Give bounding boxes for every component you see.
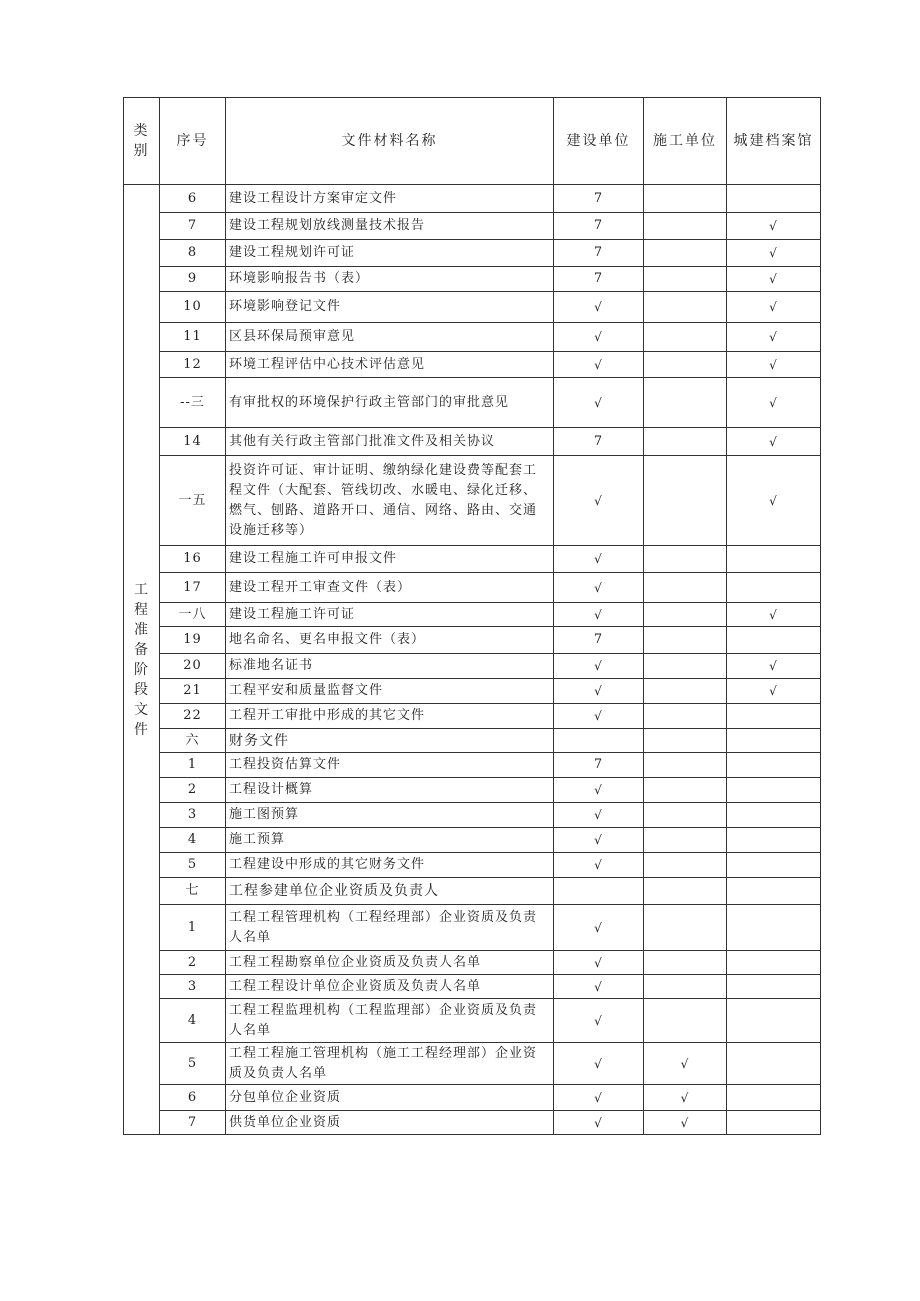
row-seq: 17: [160, 573, 226, 603]
row-seq: 14: [160, 428, 226, 456]
row-construction-unit-mark: √: [554, 292, 644, 323]
table-row: [124, 951, 821, 975]
table-row: [124, 292, 821, 323]
row-seq: 1: [160, 753, 226, 778]
row-archive-mark: √: [727, 378, 821, 428]
row-builder-unit-mark: [644, 213, 727, 240]
row-builder-unit-mark: [644, 704, 727, 729]
row-archive-mark: [727, 1043, 821, 1085]
row-file-name: 施工预算: [226, 828, 554, 853]
row-archive-mark: √: [727, 603, 821, 627]
row-builder-unit-mark: [644, 853, 727, 878]
row-construction-unit-mark: √: [554, 1043, 644, 1085]
row-file-name: 工程设计概算: [226, 778, 554, 803]
row-archive-mark: [727, 753, 821, 778]
table-row: [124, 1085, 821, 1111]
category-cell: [124, 185, 160, 1135]
row-builder-unit-mark: [644, 573, 727, 603]
row-archive-mark: √: [727, 654, 821, 679]
row-builder-unit-mark: [644, 905, 727, 951]
row-file-name: 标准地名证书: [226, 654, 554, 679]
row-file-name: 工程开工审批中形成的其它文件: [226, 704, 554, 729]
table-row: [124, 999, 821, 1043]
row-construction-unit-mark: 7: [554, 428, 644, 456]
row-seq: 6: [160, 185, 226, 213]
row-seq: 4: [160, 999, 226, 1043]
row-seq: 1: [160, 905, 226, 951]
header-category-line-2: 别: [133, 143, 150, 159]
row-builder-unit-mark: [644, 778, 727, 803]
table-row: [124, 546, 821, 573]
row-archive-mark: [727, 975, 821, 999]
row-file-name: 投资许可证、审计证明、缴纳绿化建设费等配套工程文件（大配套、管线切改、水暖电、绿化迁移、燃气、刨路、道路开口、通信、网络、路由、交通设施迁移等）: [226, 456, 554, 546]
table-row: [124, 828, 821, 853]
row-construction-unit-mark: [554, 878, 644, 905]
row-construction-unit-mark: 7: [554, 267, 644, 292]
header-category: [124, 98, 160, 185]
row-builder-unit-mark: [644, 999, 727, 1043]
row-file-name: 环境影响登记文件: [226, 292, 554, 323]
table-row: [124, 627, 821, 654]
row-archive-mark: √: [727, 267, 821, 292]
row-seq: --三: [160, 378, 226, 428]
row-seq: 一八: [160, 603, 226, 627]
row-file-name: 工程工程施工管理机构（施工工程经理部）企业资质及负责人名单: [226, 1043, 554, 1085]
row-seq: 5: [160, 1043, 226, 1085]
row-seq: 3: [160, 803, 226, 828]
row-construction-unit-mark: [554, 729, 644, 753]
table-row: [124, 654, 821, 679]
row-builder-unit-mark: [644, 729, 727, 753]
header-category-line-1: 类: [133, 123, 150, 139]
row-seq: 4: [160, 828, 226, 853]
row-construction-unit-mark: √: [554, 704, 644, 729]
row-construction-unit-mark: √: [554, 1111, 644, 1135]
row-construction-unit-mark: 7: [554, 753, 644, 778]
row-file-name: 工程投资估算文件: [226, 753, 554, 778]
category-label-line: 阶段: [134, 661, 149, 698]
row-construction-unit-mark: √: [554, 975, 644, 999]
row-seq: 16: [160, 546, 226, 573]
row-seq: 七: [160, 878, 226, 905]
row-file-name: 工程平安和质量监督文件: [226, 679, 554, 704]
row-archive-mark: [727, 999, 821, 1043]
row-file-name: 其他有关行政主管部门批准文件及相关协议: [226, 428, 554, 456]
header-name: 文件材料名称: [226, 98, 554, 185]
row-construction-unit-mark: √: [554, 905, 644, 951]
row-construction-unit-mark: √: [554, 352, 644, 378]
row-construction-unit-mark: √: [554, 679, 644, 704]
row-construction-unit-mark: √: [554, 603, 644, 627]
row-builder-unit-mark: [644, 267, 727, 292]
row-builder-unit-mark: [644, 878, 727, 905]
table-row: [124, 378, 821, 428]
row-archive-mark: √: [727, 213, 821, 240]
table-row: [124, 975, 821, 999]
row-file-name: 工程工程监理机构（工程监理部）企业资质及负责人名单: [226, 999, 554, 1043]
row-seq: 11: [160, 323, 226, 352]
header-archive: 城建档案馆: [727, 98, 821, 185]
row-archive-mark: [727, 185, 821, 213]
row-archive-mark: [727, 704, 821, 729]
row-seq: 21: [160, 679, 226, 704]
row-construction-unit-mark: √: [554, 456, 644, 546]
row-seq: 六: [160, 729, 226, 753]
row-construction-unit-mark: √: [554, 803, 644, 828]
row-construction-unit-mark: 7: [554, 213, 644, 240]
row-builder-unit-mark: [644, 240, 727, 267]
row-construction-unit-mark: √: [554, 546, 644, 573]
row-construction-unit-mark: √: [554, 654, 644, 679]
row-archive-mark: [727, 853, 821, 878]
row-seq: 12: [160, 352, 226, 378]
row-builder-unit-mark: [644, 546, 727, 573]
row-archive-mark: [727, 951, 821, 975]
row-file-name: 工程工程设计单位企业资质及负责人名单: [226, 975, 554, 999]
table-row: [124, 185, 821, 213]
row-builder-unit-mark: [644, 603, 727, 627]
row-builder-unit-mark: [644, 378, 727, 428]
row-seq: 22: [160, 704, 226, 729]
row-construction-unit-mark: √: [554, 828, 644, 853]
row-construction-unit-mark: √: [554, 951, 644, 975]
row-file-name: 建设工程施工许可申报文件: [226, 546, 554, 573]
category-label-line: 准备: [134, 621, 149, 658]
row-archive-mark: [727, 828, 821, 853]
row-builder-unit-mark: [644, 975, 727, 999]
header-construction-unit: 建设单位: [554, 98, 644, 185]
row-builder-unit-mark: [644, 679, 727, 704]
row-seq: 7: [160, 213, 226, 240]
row-builder-unit-mark: [644, 654, 727, 679]
category-label-line: 文件: [134, 701, 149, 738]
row-file-name: 地名命名、更名申报文件（表）: [226, 627, 554, 654]
row-builder-unit-mark: [644, 323, 727, 352]
section-title: 工程参建单位企业资质及负责人: [226, 878, 554, 905]
row-seq: 5: [160, 853, 226, 878]
row-seq: 6: [160, 1085, 226, 1111]
row-archive-mark: √: [727, 323, 821, 352]
row-file-name: 环境影响报告书（表）: [226, 267, 554, 292]
row-archive-mark: [727, 878, 821, 905]
row-builder-unit-mark: [644, 456, 727, 546]
row-construction-unit-mark: √: [554, 1085, 644, 1111]
table-row: [124, 352, 821, 378]
row-seq: 9: [160, 267, 226, 292]
row-construction-unit-mark: √: [554, 999, 644, 1043]
table-row: [124, 267, 821, 292]
table-row: [124, 603, 821, 627]
row-file-name: 供货单位企业资质: [226, 1111, 554, 1135]
table-row: [124, 704, 821, 729]
row-file-name: 有审批权的环境保护行政主管部门的审批意见: [226, 378, 554, 428]
section-title: 财务文件: [226, 729, 554, 753]
row-file-name: 建设工程规划放线测量技术报告: [226, 213, 554, 240]
row-seq: 10: [160, 292, 226, 323]
row-builder-unit-mark: [644, 428, 727, 456]
row-seq: 一五: [160, 456, 226, 546]
row-construction-unit-mark: 7: [554, 185, 644, 213]
row-archive-mark: [727, 1111, 821, 1135]
row-file-name: 建设工程开工审查文件（表）: [226, 573, 554, 603]
row-archive-mark: √: [727, 679, 821, 704]
table-row: [124, 753, 821, 778]
table-row: [124, 1111, 821, 1135]
row-construction-unit-mark: 7: [554, 240, 644, 267]
row-builder-unit-mark: √: [644, 1043, 727, 1085]
table-row: [124, 778, 821, 803]
table-row: [124, 456, 821, 546]
row-builder-unit-mark: [644, 803, 727, 828]
row-builder-unit-mark: [644, 352, 727, 378]
row-builder-unit-mark: √: [644, 1085, 727, 1111]
row-archive-mark: [727, 905, 821, 951]
row-seq: 2: [160, 778, 226, 803]
row-builder-unit-mark: [644, 627, 727, 654]
row-file-name: 工程工程管理机构（工程经理部）企业资质及负责人名单: [226, 905, 554, 951]
row-builder-unit-mark: [644, 951, 727, 975]
table-row: [124, 803, 821, 828]
row-archive-mark: [727, 803, 821, 828]
row-file-name: 建设工程施工许可证: [226, 603, 554, 627]
row-archive-mark: √: [727, 456, 821, 546]
row-construction-unit-mark: √: [554, 323, 644, 352]
row-archive-mark: √: [727, 428, 821, 456]
row-file-name: 环境工程评估中心技术评估意见: [226, 352, 554, 378]
category-label-line: 工程: [134, 581, 149, 618]
row-archive-mark: √: [727, 352, 821, 378]
row-file-name: 工程工程勘察单位企业资质及负责人名单: [226, 951, 554, 975]
row-construction-unit-mark: √: [554, 778, 644, 803]
row-builder-unit-mark: [644, 753, 727, 778]
table-row: [124, 905, 821, 951]
row-file-name: 建设工程规划许可证: [226, 240, 554, 267]
row-archive-mark: [727, 546, 821, 573]
table-row: [124, 878, 821, 905]
row-file-name: 建设工程设计方案审定文件: [226, 185, 554, 213]
table-row: [124, 240, 821, 267]
row-builder-unit-mark: [644, 185, 727, 213]
row-construction-unit-mark: 7: [554, 627, 644, 654]
archive-file-table: [123, 97, 821, 1135]
row-archive-mark: √: [727, 240, 821, 267]
table-row: [124, 573, 821, 603]
table-row: [124, 1043, 821, 1085]
row-seq: 3: [160, 975, 226, 999]
row-builder-unit-mark: [644, 828, 727, 853]
header-seq: 序号: [160, 98, 226, 185]
table-row: [124, 213, 821, 240]
row-archive-mark: [727, 573, 821, 603]
row-construction-unit-mark: √: [554, 853, 644, 878]
row-file-name: 施工图预算: [226, 803, 554, 828]
table-row: [124, 323, 821, 352]
row-seq: 20: [160, 654, 226, 679]
table-row: [124, 853, 821, 878]
row-seq: 19: [160, 627, 226, 654]
header-builder-unit: 施工单位: [644, 98, 727, 185]
table-body: [124, 185, 821, 1135]
row-seq: 7: [160, 1111, 226, 1135]
row-archive-mark: [727, 778, 821, 803]
row-seq: 2: [160, 951, 226, 975]
row-construction-unit-mark: √: [554, 378, 644, 428]
row-archive-mark: [727, 729, 821, 753]
row-seq: 8: [160, 240, 226, 267]
row-file-name: 工程建设中形成的其它财务文件: [226, 853, 554, 878]
table-row: [124, 679, 821, 704]
row-archive-mark: [727, 1085, 821, 1111]
row-builder-unit-mark: √: [644, 1111, 727, 1135]
table-row: [124, 729, 821, 753]
row-construction-unit-mark: √: [554, 573, 644, 603]
row-archive-mark: √: [727, 292, 821, 323]
row-file-name: 区县环保局预审意见: [226, 323, 554, 352]
row-file-name: 分包单位企业资质: [226, 1085, 554, 1111]
row-archive-mark: [727, 627, 821, 654]
header-row: [124, 98, 821, 185]
row-builder-unit-mark: [644, 292, 727, 323]
table-row: [124, 428, 821, 456]
